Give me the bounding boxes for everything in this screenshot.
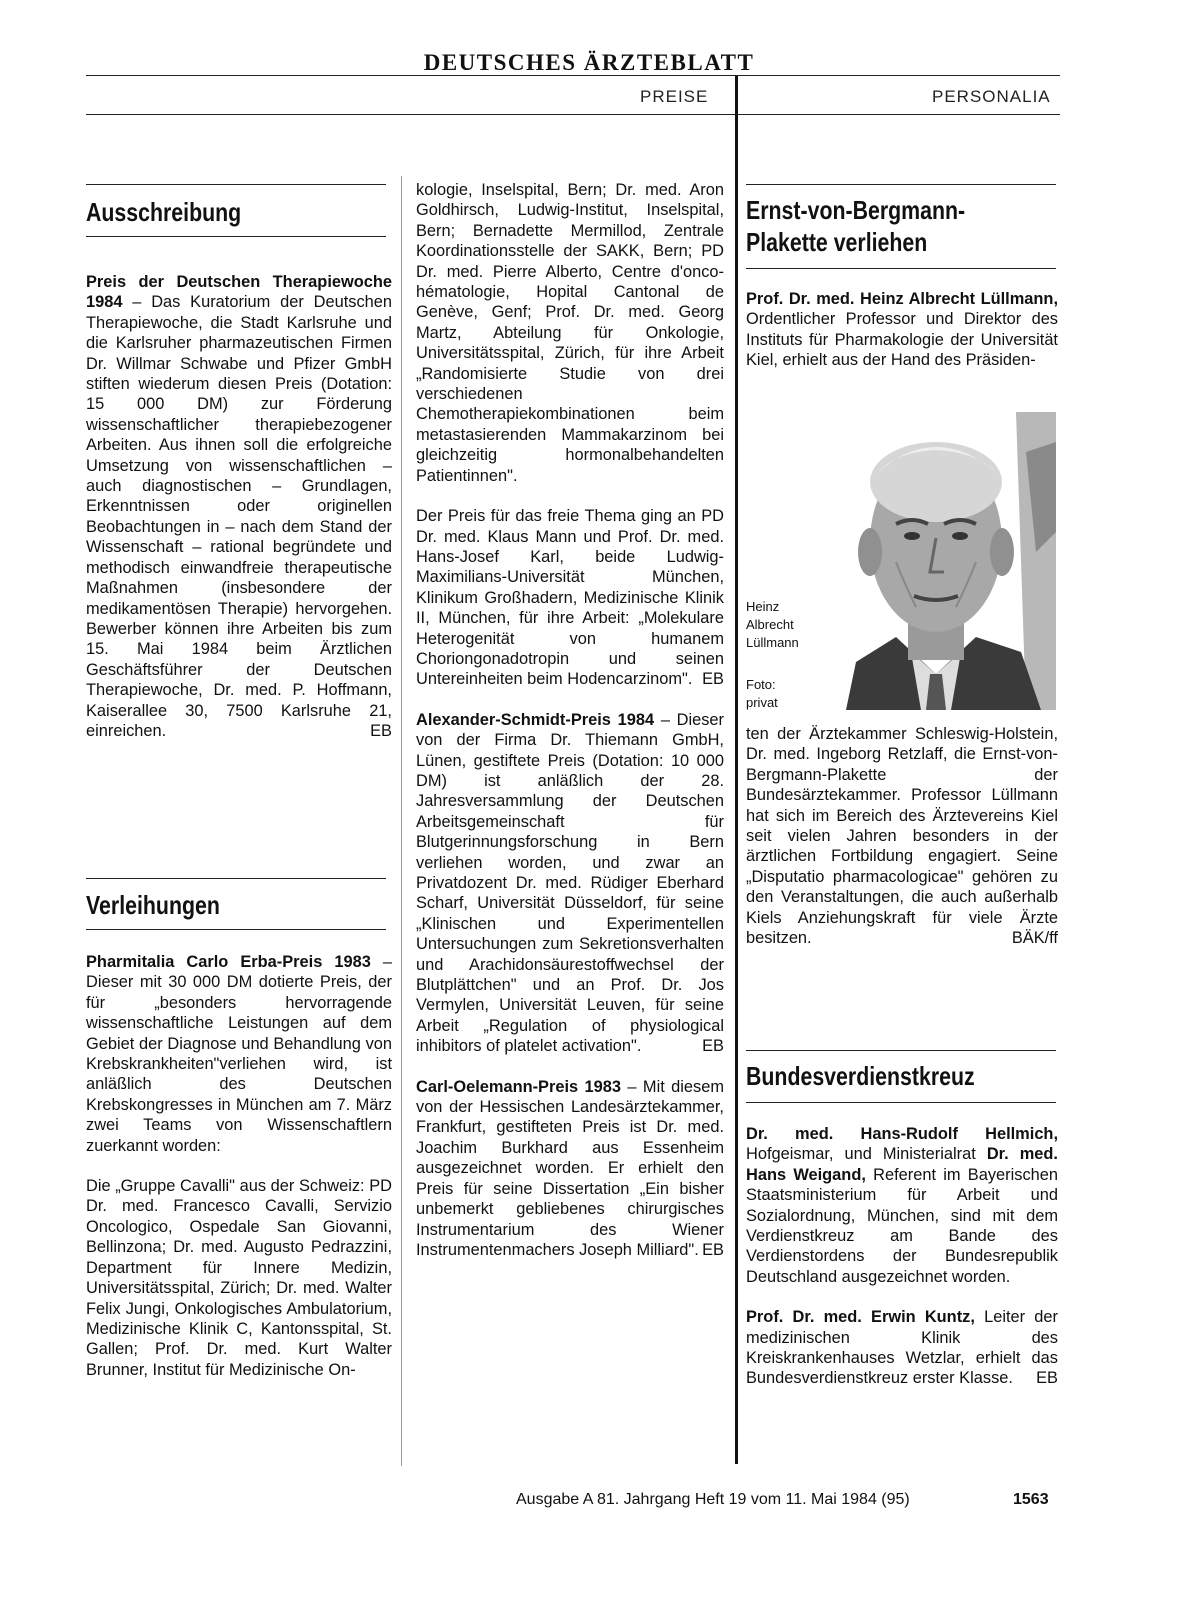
issue-line: Ausgabe A 81. Jahrgang Heft 19 vom 11. Mai 1984 (95) (516, 1491, 910, 1508)
caption-line: Lüllmann (746, 635, 799, 650)
person-name: Prof. Dr. med. Erwin Kuntz, (746, 1308, 975, 1327)
heading-ausschreibung: Ausschreibung (86, 197, 242, 227)
author-sig: EB (702, 1037, 724, 1056)
body-text: Leiter der medizinischen Klinik des Kreiskrankenhauses Wetzlar, erhielt das Bundesverdienstkreuz erster Klasse. (746, 1308, 1058, 1388)
article-bergmann-body (746, 724, 1058, 948)
author-sig: EB (702, 670, 724, 689)
article-column-2 (416, 180, 724, 1260)
body-text: – Das Kuratorium der Deutschen Therapiewoche, die Stadt Karlsruhe und die Karlsruher pharmazeutischen Firmen Dr. Willmar Schwabe und Pfizer GmbH stiften wiederum diesen Preis (Dotation: 15 000 DM) zur Förderung wissenschaftlicher therapiebezogener Arbeiten. Aus ihnen soll die erfolgreiche Umsetzung von wissenschaftlichen – auch diagnostischen – Grundlagen, Erkenntnissen oder originellen Beobachtungen in – nach dem Stand der Wissenschaft – rational begründete und methodisch einwandfreie therapeutische Maßnahmen (insbesondere der medikamentösen Therapie) hervorgehen. Bewerber können ihre Arbeiten bis zum 15. Mai 1984 beim Ärztlichen Geschäftsführer der Deutschen Therapiewoche, Dr. med. P. Hoffmann, Kaiserallee 30, 7500 Karlsruhe 21, einreichen. (86, 293, 392, 740)
prize-title: Alexander-Schmidt-Preis 1984 (416, 710, 655, 729)
author-sig: EB (702, 1240, 724, 1259)
body-text: – Mit diesem von der Hessischen Landesärztekammer, Frankfurt, gestifteten Preis ist Dr. med. Joachim Burkhard aus Essenheim ausgezeichnet worden. Er erhielt den Preis für seine Dissertation „Ein bisher unbemerkt gebliebenes chirurgisches Instrumentarium des Wiener Instrumentenmachers Joseph Milliard". (416, 1077, 724, 1259)
person-name: Dr. med. Hans-Rudolf Hellmich, (746, 1125, 1058, 1143)
body-text: – Dieser von der Firma Dr. Thiemann GmbH, Lünen, gestiftete Preis (Dotation: 10 000 DM) ist anläßlich der 28. Jahresversammlung der Deutschen Arbeitsgemeinschaft für Blutgerinnungsforschung in Bern verliehen worden, und zwar an Privatdozent Dr. med. Rüdiger Eberhard Scharf, Universität Düsseldorf, für seine „Klinischen und Experimentellen Untersuchungen zum Sekretionsverhalten und Arachidonsäurestoffwechsel der Blutplättchen" und an Prof. Dr. Jos Vermylen, Universität Leuven, für seine Arbeit „Regulation of physiological inhibitors of platelet activation". (416, 710, 724, 1056)
rule-bergmann-top (746, 184, 1056, 185)
page-number: 1563 (1013, 1491, 1049, 1508)
body-text: ten der Ärztekammer Schleswig-Holstein, Dr. med. Ingeborg Retzlaff, die Ernst-von-Bergmann-Plakette der Bundesärztekammer. Professor Lüllmann hat sich im Bereich des Ärztevereins Kiel seit vielen Jahren besonders in der ärztlichen Fortbildung engagiert. Seine „Disputatio pharmacologicae" gehören zu den Veranstaltungen, die auch außerhalb Kiels Anziehungskraft für viele Ärzte besitzen. (746, 725, 1058, 948)
caption-line: Foto: (746, 677, 776, 692)
heading-bergmann-line1: Ernst-von-Bergmann- (746, 195, 966, 225)
rule-verleihungen-bottom (86, 929, 386, 930)
section-label-preise: PREISE (640, 87, 709, 106)
author-sig: EB (1036, 1369, 1058, 1388)
article-bundesverdienstkreuz (746, 1124, 1058, 1389)
caption-line: privat (746, 695, 778, 710)
portrait-photo (826, 412, 1056, 710)
body-text: Referent im Bayerischen Staatsministerium für Arbeit und Sozialordnung, München, sind mit dem Verdienstkreuz am Bande des Verdienstordens der Bundesrepublik Deutschland ausgezeichnet worden. (746, 1165, 1058, 1286)
caption-line: Albrecht (746, 617, 794, 632)
prize-title: Pharmitalia Carlo Erba-Preis 1983 (86, 953, 371, 971)
rule-ausschreibung-bottom (86, 236, 386, 237)
rule-verleihungen-top (86, 878, 386, 879)
rule-bergmann-bottom (746, 268, 1056, 269)
person-name: Dr. med. Hans Weigand, (746, 1145, 1058, 1184)
section-rule (86, 114, 1060, 115)
person-name: Prof. Dr. med. Heinz Albrecht Lüllmann, (746, 290, 1058, 308)
body-text: Die „Gruppe Cavalli" aus der Schweiz: PD Dr. med. Francesco Cavalli, Servizio Oncologico, Ospedale San Giovanni, Bellinzona; Dr. med. Augusto Pedrazzini, Department für Innere Medizin, Universitätsspital, Zürich; Dr. med. Walter Felix Jungi, Onkologisches Ambulatorium, Medizinische Klinik C, Kantonsspital, St. Gallen; Prof. Dr. med. Kurt Walter Brunner, Institut für Medizinische On- (86, 1177, 392, 1379)
section-label-personalia: PERSONALIA (932, 87, 1051, 106)
article-therapiewoche (86, 272, 392, 741)
author-sig: BÄK/ff (1011, 929, 1058, 948)
body-text: Der Preis für das freie Thema ging an PD Dr. med. Klaus Mann und Prof. Dr. med. Hans-Josef Karl, beide Ludwig-Maximilians-Universität München, Klinikum Großhadern, Medizinische Klinik II, München, für ihre Arbeit: „Molekulare Heterogenität von humanem Choriongonadotropin und seinen Untereinheiten beim Hodencarzinom". (416, 507, 724, 689)
article-bergmann-intro (746, 289, 1058, 371)
masthead-rule (86, 75, 1060, 76)
body-text: Ordentlicher Professor und Direktor des Instituts für Pharmakologie der Universität Kiel, erhielt aus der Hand des Präsiden- (746, 310, 1058, 370)
caption-line: Heinz (746, 599, 780, 614)
heading-bundesverdienstkreuz: Bundesverdienstkreuz (746, 1061, 975, 1091)
masthead: DEUTSCHES ÄRZTEBLATT (423, 50, 755, 75)
column-divider (401, 176, 402, 1466)
prize-title: Preis der Deutschen Therapiewoche 1984 (86, 273, 392, 312)
rule-ausschreibung-top (86, 184, 386, 185)
body-text: – Dieser mit 30 000 DM dotierte Preis, der für „besonders hervorragende wissenschaftliche Leistungen auf dem Gebiet der Diagnose und Behandlung von Krebskrankheiten"verliehen wird, ist anläßlich des Deutschen Krebskongresses in München am 7. März zwei Teams von Wissenschaftlern zuerkannt worden: (86, 953, 392, 1155)
photo-caption-name (746, 598, 799, 652)
section-divider (735, 76, 738, 1464)
rule-bvk-bottom (746, 1102, 1056, 1103)
body-text: kologie, Inselspital, Bern; Dr. med. Aron Goldhirsch, Ludwig-Institut, Inselspital, Bern; Bernadette Mermillod, Zentrale Koordinationsstelle der SAKK, Bern; PD Dr. med. Pierre Alberto, Centre d'onco-hématologie, Hopital Cantonal de Genève, Genf; Prof. Dr. med. Georg Martz, Abteilung für Onkologie, Universitätsspital, Zürich, für ihre Arbeit „Randomisierte Studie von drei verschiedenen Chemotherapiekombinationen beim metastasierenden Mammakarzinom bei gleichzeitig hormonalbehandelten Patientinnen". (416, 181, 724, 485)
article-carlo-erba (86, 952, 392, 1380)
rule-bvk-top (746, 1050, 1056, 1051)
prize-title: Carl-Oelemann-Preis 1983 (416, 1077, 622, 1096)
heading-bergmann-line2: Plakette verliehen (746, 227, 928, 257)
photo-caption-credit (746, 676, 778, 712)
heading-verleihungen: Verleihungen (86, 890, 220, 920)
body-text: Hofgeismar, und Ministerialrat (746, 1145, 987, 1164)
author-sig: EB (370, 721, 392, 740)
